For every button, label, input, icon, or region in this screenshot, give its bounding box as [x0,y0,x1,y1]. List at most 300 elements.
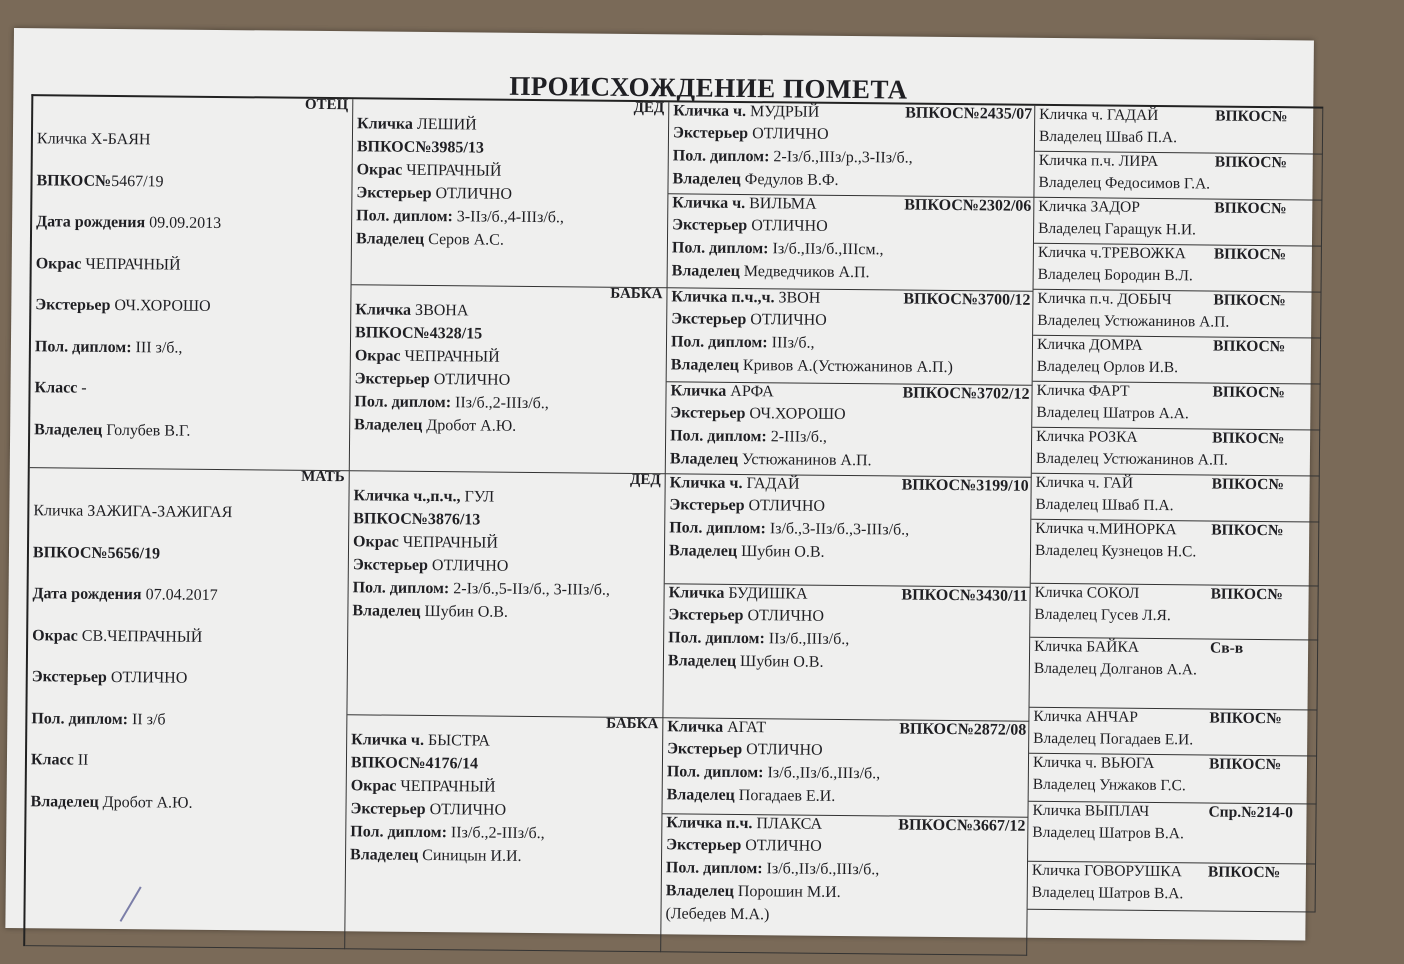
father-cell-line-label: Владелец [34,421,102,439]
ancestor-registry: ВПКОС№ [1214,200,1286,219]
ggp-name [670,474,800,493]
father-cell-line-label: Пол. диплом: [35,338,132,356]
grandparent-line [354,393,549,413]
ggp-exterior-label: Экстерьер [667,740,746,758]
grandparent-role: ДЕД [630,472,661,489]
ggp-exterior [666,836,822,855]
grandparent-line [351,731,490,750]
ggp-owner [671,356,953,377]
father-cell-line [36,213,221,233]
mother-cell-line-value: Дробот А.Ю. [99,793,193,811]
father-cell-line-value: Голубев В.Г. [102,421,190,439]
pedigree-grid [23,94,1323,958]
grandparent-line [350,823,545,843]
grandparent-line-value: ЧЕПРАЧНЫЙ [399,534,498,552]
great-grandparent-cell [666,382,1033,478]
ancestor-registry: ВПКОС№ [1212,384,1284,403]
father-cell-line [34,421,190,440]
ggp-diploma-label: Пол. диплом: [668,629,769,647]
ggp-diploma-value: Iз/б.,IIз/б.,IIIсм., [772,240,883,258]
grandparent-line-value: ЛЕШИЙ [413,116,477,134]
father-cell-line [37,130,151,149]
ggp-diploma [672,239,884,259]
ggp-exterior-label: Экстерьер [670,404,749,422]
grandparent-line-value: ОТЛИЧНО [431,185,512,203]
ggp-exterior-value: ОТЛИЧНО [745,837,822,855]
grandparent-line-value: Дробот А.Ю. [422,417,516,435]
grandparent-line [355,347,500,366]
grandparent-line-label: Кличка ч.,п.ч., [353,487,460,505]
grandparent-line-label: Экстерьер [355,370,430,388]
great-grandparent-cell [661,814,1028,956]
ggp-diploma-value: 2-Iз/б.,IIIз/р.,3-IIз/б., [773,148,912,166]
ancestor-cell [1034,152,1322,201]
ancestor-name: Кличка ч. ВЬЮГА [1033,754,1155,773]
father-cell-line [35,296,210,316]
ggp-registry: ВПКОС№3700/12 [903,291,1030,310]
grandparent-line [351,777,496,796]
ancestor-registry: ВПКОС№ [1208,864,1280,883]
grandparent-cell [345,715,663,952]
ggp-owner-value: Кривов А.(Устюжанинов А.П.) [743,357,953,376]
ancestor-name: Кличка ч.ТРЕВОЖКА [1038,244,1186,263]
ggp-diploma-value: IIIз/б., [772,334,815,351]
grandparent-line [352,602,508,621]
father-cell-line-label: ВПКОС№ [36,172,111,190]
ggp-exterior-value: ОТЛИЧНО [746,741,823,759]
ancestor-cell [1035,106,1323,155]
ggp-owner-value: Медведчиков А.П. [744,263,870,281]
ancestor-cell [1029,754,1317,805]
ancestor-cell [1033,336,1321,385]
grandparent-line [353,579,610,599]
ggp-name-label: Кличка [669,584,729,602]
grandparent-line-label: ВПКОС№4176/14 [351,754,478,772]
grandparent-line-label: Экстерьер [350,800,425,818]
ancestor-name: Кличка ЗАДОР [1038,198,1140,217]
ancestor-registry: Спр.№214-0 [1208,804,1293,823]
grandparent-line-label: Окрас [355,347,401,364]
ancestor-name: Кличка СОКОЛ [1035,584,1140,603]
ggp-name [672,194,816,213]
father-cell-line-label: Экстерьер [35,296,110,314]
ancestor-name: Кличка ФАРТ [1036,382,1129,401]
ggp-name [666,814,822,833]
mother-cell-line-value: II з/б [128,711,166,728]
mother-cell-line [32,585,217,605]
ancestor-cell [1031,520,1320,587]
grandparent-line-value: ЧЕПРАЧНЫЙ [402,162,501,180]
mother-cell-line [30,793,192,813]
grandparent-line [350,800,506,819]
ggp-name-value: ПЛАКСА [756,815,822,833]
ggp-diploma-label: Пол. диплом: [671,333,772,351]
ancestor-owner: Владелец Шваб П.А. [1035,496,1173,515]
father-cell-line-value: - [77,380,86,397]
ancestor-owner: Владелец Бородин В.Л. [1038,266,1193,285]
ggp-diploma-label: Пол. диплом: [667,763,768,781]
ancestor-cell [1034,244,1322,293]
ggp-diploma [669,519,909,539]
ancestor-registry: ВПКОС№ [1209,710,1281,729]
pedigree-document [5,28,1314,940]
father-cell-line [34,379,86,397]
ggp-name-value: ГАДАЙ [746,475,799,493]
ggp-exterior-value: ОТЛИЧНО [752,125,829,143]
grandparent-role: ДЕД [634,100,665,117]
ggp-owner-value: Федулов В.Ф. [745,171,839,189]
ggp-owner-label: Владелец [671,356,743,374]
ggp-name-label: Кличка [670,382,730,400]
ancestor-name: Кличка ВЫПЛАЧ [1032,802,1149,821]
ggp-owner-label: Владелец [667,786,739,804]
mother-cell-line-label: Класс [31,751,74,768]
ggp-name [671,288,820,307]
mother-cell-line [31,710,165,729]
ancestor-registry: ВПКОС№ [1212,476,1284,495]
grandparent-line-value: ЧЕПРАЧНЫЙ [400,348,499,366]
ggp-diploma-label: Пол. диплом: [669,519,770,537]
ggp-owner-label: Владелец [668,652,740,670]
grandparent-line-label: Пол. диплом: [353,579,450,597]
grandparent-line-label: Кличка [355,301,411,319]
grandparent-line-label: Владелец [352,602,420,620]
grandparent-line-label: Кличка ч. [351,731,424,749]
father-cell-line [36,255,181,274]
grandparent-line-value: ГУЛ [461,488,495,505]
ggp-owner-value: Погадаев Е.И. [739,787,836,805]
grandparent-line-label: Владелец [356,230,424,248]
ancestor-owner: Владелец Кузнецов Н.С. [1035,542,1196,562]
grandparent-line [353,533,498,552]
grandparent-line-label: Пол. диплом: [350,823,447,841]
mother-cell-line-label: Владелец [30,793,98,811]
ggp-exterior-value: ОТЛИЧНО [751,217,828,235]
ggp-name-label: Кличка ч. [673,102,750,120]
grandparent-line-label: Пол. диплом: [356,207,453,225]
grandparent-line [355,370,511,389]
ggp-diploma-label: Пол. диплом: [673,147,774,165]
grandparent-line-value: БЫСТРА [424,732,490,750]
ggp-exterior [667,740,823,759]
ggp-owner [667,786,836,806]
ggp-diploma [671,333,815,352]
ggp-owner [669,542,825,561]
mother-cell [25,468,350,949]
mother-cell-line-value: II [74,752,89,769]
ggp-diploma [667,763,880,783]
great-grandparent-cell [667,288,1034,386]
grandparent-line [354,416,516,436]
ggp-exterior [669,496,825,515]
ancestor-registry: ВПКОС№ [1209,756,1281,775]
ggp-owner-value: Устюжанинов А.П. [742,451,872,469]
grandparent-line-value: ЧЕПРАЧНЫЙ [396,778,495,796]
father-cell-line-value: ОЧ.ХОРОШО [110,297,210,315]
father-cell [30,96,354,471]
ancestor-registry: ВПКОС№ [1214,246,1286,265]
ggp-diploma [670,427,827,447]
grandparent-line [355,301,468,320]
ancestor-owner: Владелец Гаращук Н.И. [1038,220,1196,240]
grandparent-line-label: Кличка [357,115,413,133]
ggp-name [673,102,819,121]
grandparent-line [350,846,522,866]
ggp-owner [668,652,824,671]
grandparent-cell [350,285,668,474]
ancestor-cell [1028,862,1316,913]
ancestor-cell [1030,584,1319,641]
grandparent-line-label: Окрас [353,533,399,550]
mother-cell-line [31,751,89,770]
ggp-diploma [668,629,849,649]
grandparent-line-value: ЗВОНА [411,302,469,320]
ggp-name-value: ЗВОН [778,289,820,306]
ggp-exterior-value: ОЧ.ХОРОШО [749,405,845,423]
mother-cell-line [32,668,188,687]
ggp-registry: ВПКОС№2302/06 [904,197,1031,216]
ggp-exterior [668,606,824,625]
father-cell-line-value: III з/б., [132,339,183,356]
grandparent-line-value: IIз/б.,2-IIIз/б., [451,394,549,412]
mother-cell-role: МАТЬ [301,469,345,486]
ggp-owner-label: Владелец [673,170,745,188]
ggp-diploma-value: Iз/б.,IIз/б.,IIIз/б., [767,764,880,782]
ggp-diploma-label: Пол. диплом: [666,859,767,877]
ggp-diploma-value: 2-IIIз/б., [771,428,827,446]
ggp-owner-label: Владелец [669,542,741,560]
mother-cell-line [33,502,232,522]
grandparent-cell [347,471,665,718]
ancestor-cell [1032,428,1320,477]
ggp-owner-value: Порошин М.И. [738,883,841,901]
grandparent-line-value: Шубин О.В. [420,603,508,621]
ggp-registry: ВПКОС№3199/10 [902,477,1029,496]
ancestor-cell [1030,638,1319,711]
ggp-owner [666,882,841,902]
grandparent-cell [352,99,670,288]
father-cell-line-value: Х-БАЯН [87,131,151,149]
ggp-diploma-label: Пол. диплом: [670,427,771,445]
great-grandparent-cell [668,102,1035,198]
ancestor-name: Кличка ч. ГАЙ [1036,474,1134,493]
ancestor-cell [1032,382,1320,431]
great-grandparent-cell [662,718,1029,818]
father-cell-line-label: Окрас [36,255,82,272]
ancestor-cell [1033,290,1321,339]
ancestor-cell [1028,802,1317,865]
grandparent-line [357,115,477,134]
ggp-name-value: МУДРЫЙ [750,103,819,121]
ggp-name-value: ВИЛЬМА [749,195,817,213]
ggp-exterior-label: Экстерьер [669,496,748,514]
mother-cell-line-label: Окрас [32,627,78,644]
document-title: ПРОИСХОЖДЕНИЕ ПОМЕТА [13,66,1403,110]
ggp-diploma-value: Iз/б.,IIз/б.,IIIз/б., [767,860,880,878]
ggp-exterior [671,310,827,329]
mother-cell-line-label: Кличка [33,502,83,519]
ggp-name-label: Кличка ч. [672,194,749,212]
grandparent-line-value: IIз/б.,2-IIIз/б., [447,824,545,842]
ancestor-owner: Владелец Федосимов Г.А. [1038,174,1210,194]
ggp-owner-value: Шубин О.В. [740,653,824,671]
ancestor-name: Кличка ДОМРА [1037,336,1143,355]
ggp-registry: ВПКОС№2435/07 [905,105,1032,124]
mother-cell-line-value: ЗАЖИГА-ЗАЖИГАЯ [83,503,232,521]
grandparent-line-value: Синицын И.И. [418,847,522,865]
ancestor-registry: ВПКОС№ [1213,292,1285,311]
ancestor-owner: Владелец Шатров В.А. [1032,884,1184,903]
ancestor-registry: ВПКОС№ [1211,586,1283,605]
ancestor-registry: ВПКОС№ [1211,522,1283,541]
grandparent-role: БАБКА [610,286,662,304]
ggp-exterior-label: Экстерьер [672,216,751,234]
ggp-name-value: АГАТ [727,719,766,736]
ggp-exterior-label: Экстерьер [673,124,752,142]
ggp-owner-label: Владелец [672,262,744,280]
ggp-owner [672,170,838,190]
ancestor-registry: ВПКОС№ [1213,338,1285,357]
ggp-owner-extra [665,905,769,924]
ggp-diploma-label: Пол. диплом: [672,239,773,257]
mother-cell-line-value: ОТЛИЧНО [107,669,188,687]
grandparent-line-label: Пол. диплом: [354,393,451,411]
grandparent-line-value: ОТЛИЧНО [426,801,507,819]
ancestor-owner: Владелец Гусев Л.Я. [1034,606,1171,625]
mother-cell-line [32,627,202,647]
grandparent-line-label: Экстерьер [356,184,431,202]
grandparent-line-label: Владелец [350,846,418,864]
ancestor-name: Кличка ГОВОРУШКА [1032,862,1182,881]
grandparent-line [356,184,512,203]
ggp-owner [670,450,872,470]
father-cell-line-label: Дата рождения [36,213,145,231]
ggp-owner [672,262,870,282]
ggp-exterior [673,124,829,143]
grandparent-line [353,510,480,529]
ancestor-name: Кличка ч. ГАДАЙ [1039,106,1158,125]
grandparent-line-value: ОТЛИЧНО [430,371,511,389]
ancestor-owner: Владелец Долганов А.А. [1034,660,1197,680]
grandparent-line-value: ОТЛИЧНО [428,557,509,575]
ancestor-owner: Владелец Шатров В.А. [1032,824,1184,843]
ggp-registry: ВПКОС№3430/11 [901,587,1027,606]
grandparent-line-label: Окрас [357,161,403,178]
grandparent-line-value: 2-Iз/б.,5-IIз/б., 3-IIIз/б., [449,580,610,599]
grandparent-line-label: ВПКОС№3985/13 [357,138,484,156]
grandparent-line-value: Серов А.С. [424,231,504,249]
ancestor-owner: Владелец Орлов И.В. [1037,358,1178,377]
grandparent-line-label: Экстерьер [353,556,428,574]
father-cell-line-value: ЧЕПРАЧНЫЙ [81,255,180,273]
grandparent-line-label: Окрас [351,777,397,794]
grandparent-line [355,324,482,343]
grandparent-line [351,754,478,773]
ancestor-cell [1034,198,1322,247]
ggp-registry: ВПКОС№3667/12 [898,817,1025,836]
ggp-name-value: БУДИШКА [728,585,807,603]
mother-cell-line-value: 07.04.2017 [142,586,218,604]
ggp-owner-value: Шубин О.В. [741,543,825,561]
ggp-owner-label: Владелец [666,882,738,900]
ancestor-name: Кличка ч.МИНОРКА [1035,520,1177,539]
ggp-name-label: Кличка п.ч. [666,814,756,832]
great-grandparent-cell [663,584,1030,722]
father-cell-line-value: 09.09.2013 [145,214,221,232]
grandparent-line [356,207,564,227]
grandparent-line [353,556,509,575]
ancestor-registry: ВПКОС№ [1212,430,1284,449]
ggp-registry: ВПКОС№2872/08 [899,721,1026,740]
mother-cell-line [33,544,160,563]
father-cell-line [35,338,183,357]
ggp-exterior-label: Экстерьер [668,606,747,624]
father-cell-line-label: Класс [34,379,77,396]
ggp-name-label: Кличка [667,718,727,736]
ancestor-owner: Владелец Унжаков Г.С. [1033,776,1186,795]
ancestor-name: Кличка п.ч. ДОБЫЧ [1037,290,1171,309]
grandparent-line-label: Владелец [354,416,422,434]
ggp-diploma [673,147,913,167]
grandparent-line [357,138,484,157]
ancestor-cell [1031,474,1319,523]
grandparent-line-label: ВПКОС№3876/13 [353,510,480,528]
ancestor-owner: Владелец Шатров А.А. [1036,404,1189,423]
ggp-owner-label: Владелец [670,450,742,468]
ggp-name [670,382,773,401]
ancestor-registry: ВПКОС№ [1215,108,1287,127]
ancestor-owner: Владелец Устюжанинов А.П. [1036,450,1228,470]
father-cell-line-label: Кличка [37,130,87,147]
grandparent-line-value: 3-IIз/б.,4-IIIз/б., [453,208,564,226]
ancestor-owner: Владелец Шваб П.А. [1039,128,1177,147]
ggp-exterior-label: Экстерьер [666,836,745,854]
grandparent-line-label: ВПКОС№4328/15 [355,324,482,342]
great-grandparent-cell [668,194,1035,292]
father-cell-line [36,172,163,191]
great-grandparent-cell [665,474,1032,588]
ancestor-registry: ВПКОС№ [1215,154,1287,173]
ggp-exterior-value: ОТЛИЧНО [748,497,825,515]
mother-cell-line-label: Экстерьер [32,668,107,686]
ancestor-name: Кличка БАЙКА [1034,638,1139,657]
ggp-diploma-value: IIз/б.,IIIз/б., [769,630,850,648]
mother-cell-line-label: ВПКОС№5656/19 [33,544,160,562]
ggp-owner-extra-value: (Лебедев М.А.) [665,905,769,923]
ggp-name-label: Кличка п.ч.,ч. [671,288,778,306]
grandparent-line [353,487,494,506]
father-cell-role: ОТЕЦ [305,97,349,114]
ggp-diploma-value: Iз/б.,3-IIз/б.,3-IIIз/б., [770,520,910,538]
ancestor-name: Кличка п.ч. ЛИРА [1039,152,1159,171]
ancestor-registry: Св-в [1210,640,1243,658]
mother-cell-line-label: Пол. диплом: [31,710,128,728]
ggp-name-label: Кличка ч. [670,474,747,492]
father-cell-line-value: 5467/19 [111,172,164,190]
ggp-name-value: АРФА [730,383,774,400]
ancestor-cell [1029,708,1317,757]
ggp-name [667,718,766,737]
ggp-exterior-value: ОТЛИЧНО [750,311,827,329]
mother-cell-line-label: Дата рождения [32,585,141,603]
grandparent-role: БАБКА [606,716,658,734]
ancestor-name: Кличка АНЧАР [1033,708,1138,727]
ancestor-name: Кличка РОЗКА [1036,428,1138,447]
ggp-name [669,584,808,603]
grandparent-line [357,161,502,180]
mother-cell-line-value: СВ.ЧЕПРАЧНЫЙ [78,627,203,645]
ggp-exterior-value: ОТЛИЧНО [747,607,824,625]
